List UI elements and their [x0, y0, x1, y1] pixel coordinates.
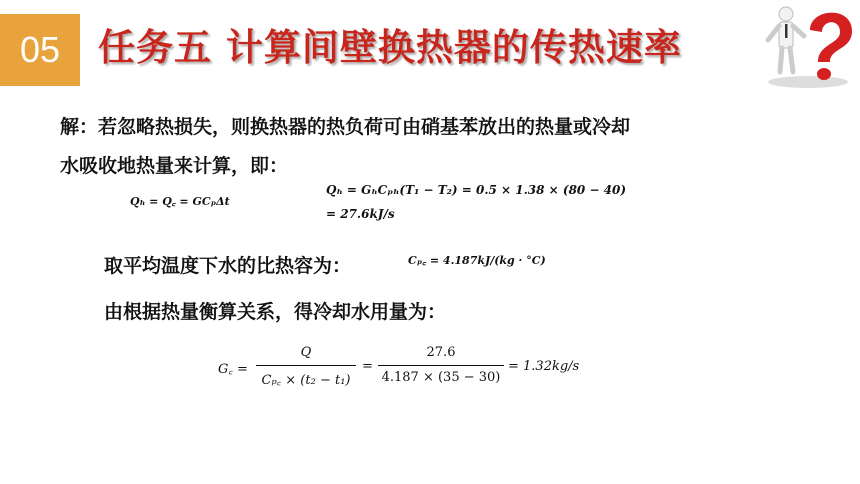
equation-heat-load-result: = 27.6kJ/s: [326, 207, 395, 221]
equation-specific-heat: Cₚ꜀ = 4.187kJ/(kg · °C): [408, 254, 546, 267]
question-mark-person-icon: [748, 0, 860, 92]
specific-heat-text: 取平均温度下水的比热容为：: [104, 255, 352, 277]
fraction-1-bar: [256, 365, 356, 366]
equation-heat-load: Qₕ = GₕCₚₕ(T₁ − T₂) = 0.5 × 1.38 × (80 − 40): [326, 183, 627, 197]
equation-heat-balance: Qₕ = Q꜀ = GCₚΔt: [130, 195, 230, 208]
page-title: 任务五 计算间壁换热器的传热速率: [98, 26, 682, 69]
fraction-1-denominator: Cₚ꜀ × (t₂ − t₁): [261, 373, 351, 388]
solution-line-2: 水吸收地热量来计算，即：: [60, 155, 289, 177]
fraction-1-numerator: Q: [300, 345, 312, 360]
fraction-2-bar: [378, 365, 504, 366]
section-number-badge: 05: [0, 14, 80, 86]
equation-gc-equals: =: [362, 359, 373, 374]
equation-gc-result: = 1.32kg/s: [508, 359, 580, 374]
fraction-2-denominator: 4.187 × (35 − 30): [381, 370, 501, 385]
equation-gc-lhs: G꜀ =: [218, 362, 248, 377]
water-usage-text: 由根据热量衡算关系，得冷却水用量为：: [104, 301, 447, 323]
fraction-2-numerator: 27.6: [426, 345, 456, 360]
solution-line-1: 解：若忽略热损失，则换热器的热负荷可由硝基苯放出的热量或冷却: [60, 116, 631, 138]
